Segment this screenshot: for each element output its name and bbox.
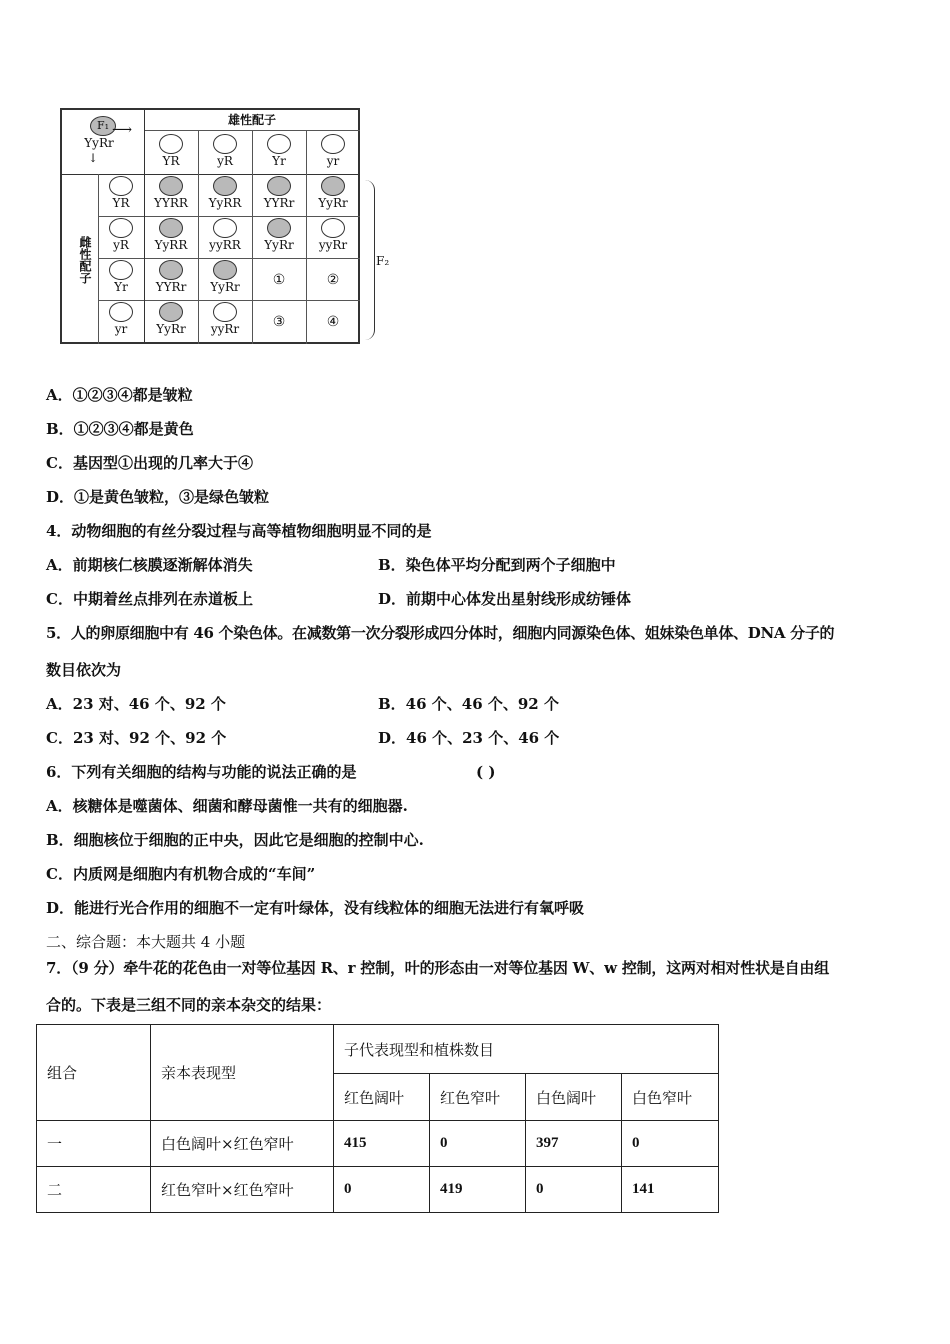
- female-gamete: yR: [98, 218, 144, 258]
- value-cell: 419: [430, 1167, 526, 1213]
- genotype-cell: yyRr: [198, 302, 252, 342]
- q6-option-d: D．能进行光合作用的细胞不一定有叶绿体，没有线粒体的细胞无法进行有氧呼吸: [46, 899, 585, 917]
- f1-genotype: YyRr: [84, 136, 114, 150]
- q3-option-d: D．①是黄色皱粒，③是绿色皱粒: [46, 488, 270, 506]
- grid-line: [144, 110, 145, 344]
- grid-line: [306, 130, 307, 344]
- q6-stem: 6．下列有关细胞的结构与功能的说法正确的是: [46, 763, 357, 781]
- q3-option-c: C．基因型①出现的几率大于④: [46, 454, 253, 472]
- group-cell: 一: [37, 1121, 151, 1167]
- male-gamete: yR: [198, 134, 252, 174]
- q3-option-a: A．①②③④都是皱粒: [46, 386, 193, 404]
- q5-option-b: B．46 个、46 个、92 个: [378, 695, 559, 713]
- grid-line: [62, 174, 360, 175]
- q5-option-a: A．23 对、46 个、92 个: [46, 695, 226, 713]
- grid-line: [252, 130, 253, 344]
- grid-line: [98, 258, 360, 259]
- female-gametes-header: 雌性配子: [78, 236, 92, 284]
- q4-option-a: A．前期核仁核膜逐渐解体消失: [46, 556, 253, 574]
- genotype-cell: yyRR: [198, 218, 252, 258]
- cross-results-table: [36, 1024, 719, 1213]
- f2-label: F₂: [376, 254, 390, 268]
- q3-option-b: B．①②③④都是黄色: [46, 420, 194, 438]
- male-gamete: yr: [306, 134, 360, 174]
- male-gametes-header: 雄性配子: [227, 113, 276, 127]
- f2-brace: [362, 180, 375, 340]
- section-heading: 二、综合题：本大题共 4 小题: [46, 933, 246, 951]
- female-gamete: yr: [98, 302, 144, 342]
- value-cell: 141: [622, 1167, 719, 1213]
- q4-stem: 4．动物细胞的有丝分裂过程与高等植物细胞明显不同的是: [46, 522, 432, 540]
- q7-stem-cont: 合的。下表是三组不同的亲本杂交的结果：: [46, 996, 332, 1014]
- value-cell: 0: [622, 1121, 719, 1167]
- genotype-cell: YyRR: [198, 176, 252, 216]
- genotype-cell: YyRr: [144, 302, 198, 342]
- f1-label: F₁: [96, 119, 110, 132]
- table-header-row: [37, 1025, 719, 1074]
- header-parent: 亲本表现型: [151, 1025, 334, 1121]
- punnett-square-diagram: [56, 104, 396, 344]
- punnett-grid: [60, 108, 360, 344]
- parent-cell: 红色窄叶×红色窄叶: [151, 1167, 334, 1213]
- q4-option-b: B．染色体平均分配到两个子细胞中: [378, 556, 616, 574]
- q6-answer-paren: ( ): [476, 763, 496, 781]
- q6-option-c: C．内质网是细胞内有机物合成的“车间”: [46, 865, 316, 883]
- numbered-genotype-cell: ②: [326, 272, 340, 288]
- grid-line: [98, 300, 360, 301]
- table-row: [37, 1121, 719, 1167]
- down-arrow-icon: ↓: [88, 151, 99, 165]
- genotype-cell: YYRr: [252, 176, 306, 216]
- genotype-cell: YyRr: [198, 260, 252, 300]
- q6-option-a: A．核糖体是噬菌体、细菌和酵母菌惟一共有的细胞器.: [46, 797, 408, 815]
- genotype-cell: YYRR: [144, 176, 198, 216]
- q5-stem: 5．人的卵原细胞中有 46 个染色体。在减数第一次分裂形成四分体时，细胞内同源染色体、姐妹染色单体、DNA 分子的: [46, 624, 835, 642]
- grid-line: [98, 174, 99, 344]
- grid-line: [98, 216, 360, 217]
- male-gamete: YR: [144, 134, 198, 174]
- value-cell: 415: [334, 1121, 430, 1167]
- subheader-cell: 白色阔叶: [526, 1074, 622, 1121]
- male-gamete: Yr: [252, 134, 306, 174]
- header-offspring: 子代表现型和植株数目: [334, 1025, 719, 1074]
- subheader-cell: 白色窄叶: [622, 1074, 719, 1121]
- q4-option-c: C．中期着丝点排列在赤道板上: [46, 590, 253, 608]
- genotype-cell: yyRr: [306, 218, 360, 258]
- genotype-cell: YyRr: [252, 218, 306, 258]
- numbered-genotype-cell: ①: [272, 272, 286, 288]
- subheader-cell: 红色窄叶: [430, 1074, 526, 1121]
- value-cell: 397: [526, 1121, 622, 1167]
- parent-cell: 白色阔叶×红色窄叶: [151, 1121, 334, 1167]
- numbered-genotype-cell: ③: [272, 314, 286, 330]
- grid-line: [198, 130, 199, 344]
- f1-cell: [62, 110, 144, 174]
- q7-stem: 7．（9 分）牵牛花的花色由一对等位基因 R、r 控制，叶的形态由一对等位基因 W、w 控制，这两对相对性状是自由组: [46, 959, 830, 977]
- group-cell: 二: [37, 1167, 151, 1213]
- q6-option-b: B．细胞核位于细胞的正中央，因此它是细胞的控制中心.: [46, 831, 424, 849]
- female-gamete: Yr: [98, 260, 144, 300]
- q4-option-d: D．前期中心体发出星射线形成纺锤体: [378, 590, 632, 608]
- female-gamete: YR: [98, 176, 144, 216]
- value-cell: 0: [430, 1121, 526, 1167]
- q5-stem-cont: 数目依次为: [46, 661, 122, 679]
- genotype-cell: YyRR: [144, 218, 198, 258]
- genotype-cell: YYRr: [144, 260, 198, 300]
- value-cell: 0: [334, 1167, 430, 1213]
- genotype-cell: YyRr: [306, 176, 360, 216]
- numbered-genotype-cell: ④: [326, 314, 340, 330]
- right-arrow-icon: ⟶: [112, 122, 133, 138]
- q5-option-d: D．46 个、23 个、46 个: [378, 729, 560, 747]
- q5-option-c: C．23 对、92 个、92 个: [46, 729, 227, 747]
- header-group: 组合: [37, 1025, 151, 1121]
- subheader-cell: 红色阔叶: [334, 1074, 430, 1121]
- value-cell: 0: [526, 1167, 622, 1213]
- table-row: [37, 1167, 719, 1213]
